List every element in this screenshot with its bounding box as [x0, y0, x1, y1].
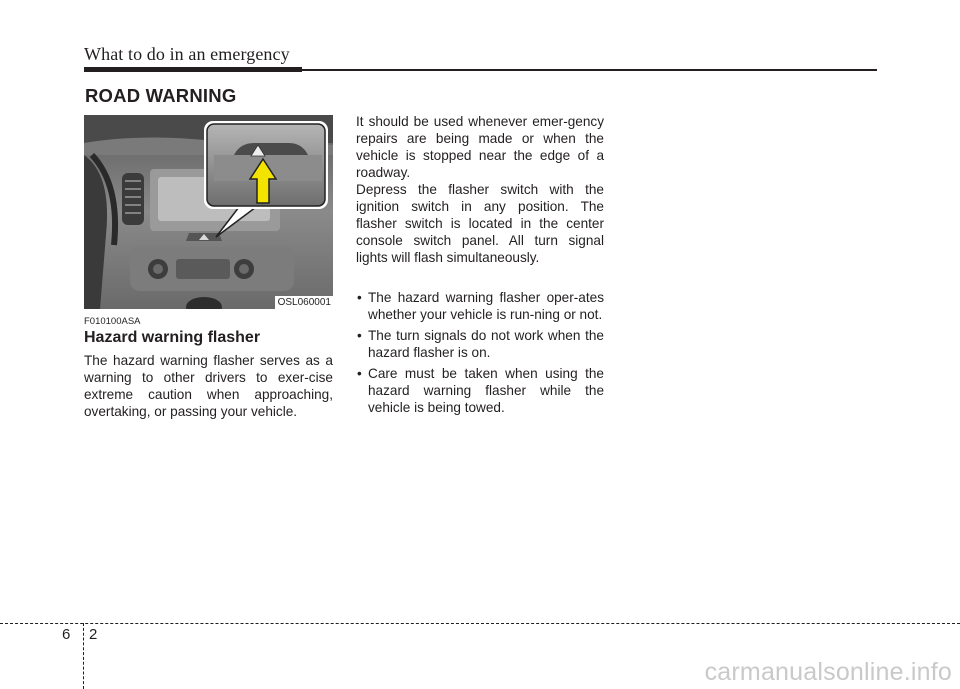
- bullet-dot: •: [357, 328, 362, 343]
- list-item: [356, 289, 604, 323]
- bullet-list: [356, 289, 604, 420]
- right-paragraph-2: Depress the flasher switch with the ignition switch in any position. The flasher switch is located in the center console switch panel. All turn signal lights will flash simultaneously.: [356, 182, 604, 265]
- list-item: [356, 327, 604, 361]
- header-rule-thick: [84, 67, 302, 72]
- list-item-text: The hazard warning flasher oper-ates whether your vehicle is run-ning or not.: [368, 290, 604, 322]
- bullet-dot: •: [357, 366, 362, 381]
- dashboard-illustration: [84, 115, 333, 309]
- subheading-hazard-flasher: Hazard warning flasher: [84, 329, 261, 346]
- content-code: F010100ASA: [84, 316, 141, 327]
- page-chapter-number: 6: [62, 626, 71, 643]
- footer-divider: [83, 623, 84, 689]
- bullet-dot: •: [357, 290, 362, 305]
- right-paragraph-1: It should be used whenever emer-gency repairs are being made or when the vehicle is stopped near the edge of a roadway.: [356, 114, 604, 180]
- section-title: ROAD WARNING: [85, 85, 237, 106]
- footer-rule: [0, 623, 960, 624]
- page-number: 2: [89, 626, 98, 643]
- chapter-title: What to do in an emergency: [84, 44, 290, 64]
- list-item-text: The turn signals do not work when the hazard flasher is on.: [368, 328, 604, 360]
- list-item: [356, 365, 604, 416]
- watermark: carmanualsonline.info: [704, 658, 952, 686]
- dashboard-figure: [84, 115, 333, 309]
- figure-code: OSL060001: [275, 296, 333, 309]
- header-rule-thin: [302, 69, 877, 71]
- left-paragraph: The hazard warning flasher serves as a warning to other drivers to exer-cise extreme caution when approaching, overtaking, or passing your vehicle.: [84, 353, 333, 419]
- list-item-text: Care must be taken when using the hazard warning flasher while the vehicle is being towed.: [368, 366, 604, 415]
